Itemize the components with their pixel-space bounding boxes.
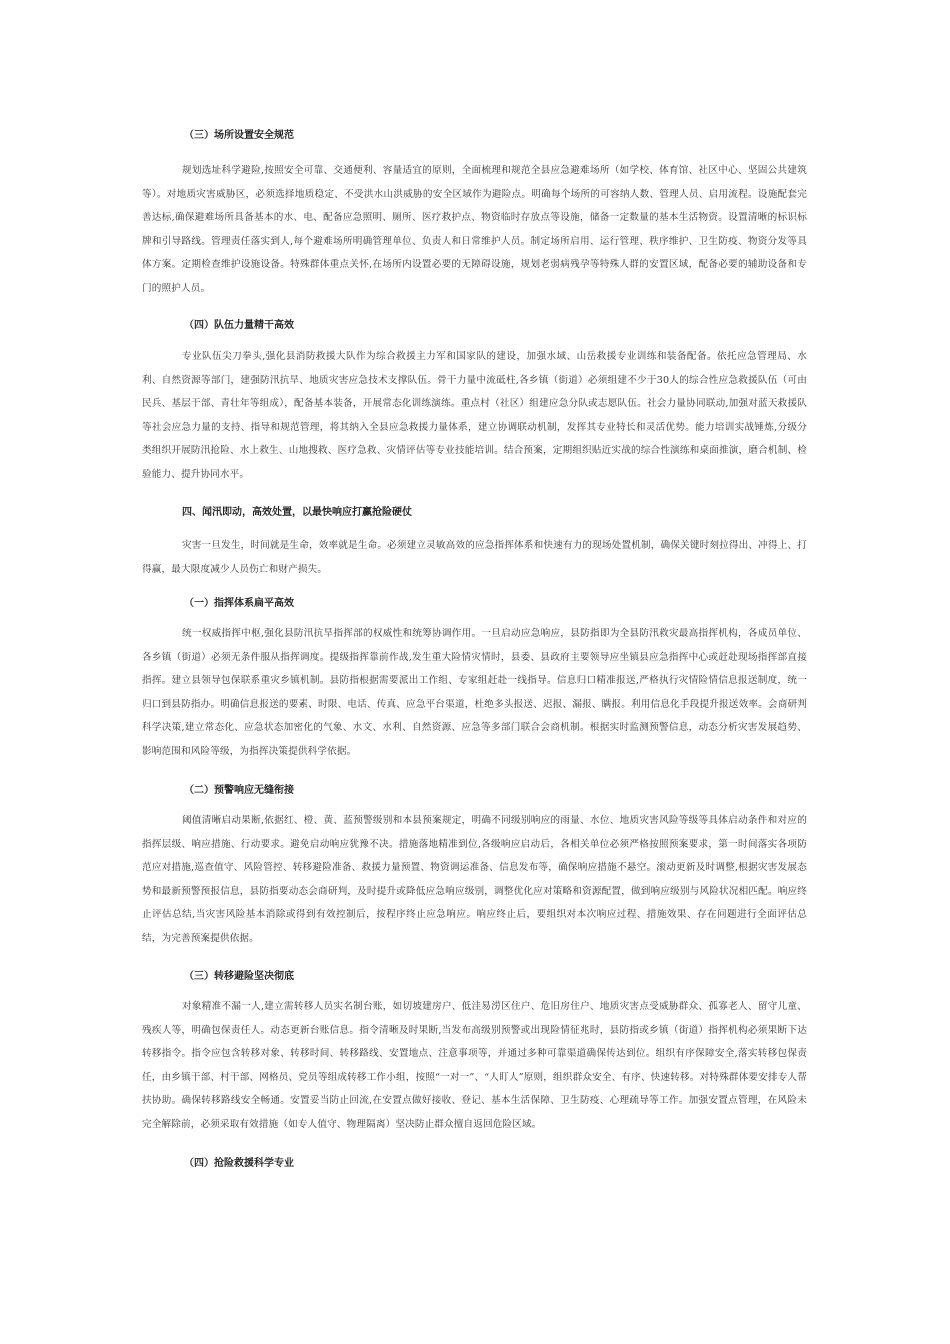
paragraph: 专业队伍尖刀拳头,强化县消防救援大队作为综合救援主力军和国家队的建设，加强水域、山岳救援专业训练和装备配备。依托应急管理局、水利、自然资源等部门，建强防汛抗旱、地质灾害应急技术支撑队伍。骨干力量中流砥柱,各乡镇（街道）必须组建不少于30人的综合性应急救援队伍（可由民兵、基层干部、青壮年等组成），配备基本装备，开展常态化训练演练。重点村（社区）组建应急分队或志愿队伍。社会力量协同联动,加强对蓝天救援队等社会应急力量的支持、指导和规范管理，将其纳入全县应急救援力量体系，建立协调联动机制，发挥其专业特长和灵活优势。能力培训实战锤炼,分级分类组织开展防汛抢险、水上救生、山地搜救、医疗急救、灾情评估等专业技能培训。结合预案，定期组织贴近实战的综合性演练和桌面推演，磨合机制、检验能力、提升协同水平。	[142, 351, 807, 480]
section-heading: （四）队伍力量精干高效	[184, 320, 294, 331]
section-heading: （四）抢险救援科学专业	[184, 1158, 294, 1169]
paragraph: 规划选址科学避险,按照安全可靠、交通便利、容量适宜的原则，全面梳理和规范全县应急避难场所（如学校、体育馆、社区中心、坚固公共建筑等）。对地质灾害威胁区，必须选择地质稳定、不受洪水山洪威胁的安全区域作为避险点。明确每个场所的可容纳人数、管理人员、启用流程。设施配套完善达标,确保避难场所具备基本的水、电、配备应急照明、厕所、医疗救护点、物资临时存放点等设施，储备一定数量的基本生活物资。设置清晰的标识标牌和引导路线。管理责任落实到人,每个避难场所明确管理单位、负责人和日常维护人员。制定场所启用、运行管理、秩序维护、卫生防疫、物资分发等具体方案。定期检查维护设施设备。特殊群体重点关怀,在场所内设置必要的无障碍设施，规划老弱病残孕等特殊人群的安置区域，配备必要的辅助设备和专门的照护人员。	[142, 165, 807, 294]
paragraph: 对象精准不漏一人,建立需转移人员实名制台账，如切坡建房户、低洼易涝区住户、危旧房住户、地质灾害点受威胁群众、孤寡老人、留守儿童、残疾人等，明确包保责任人。动态更新台账信息。指令清晰及时果断,当发布高级别预警或出现险情征兆时，县防指或乡镇（街道）指挥机构必须果断下达转移指令。指令应包含转移对象、转移时间、转移路线、安置地点、注意事项等，并通过多种可靠渠道确保传达到位。组织有序保障安全,落实转移包保责任，由乡镇干部、村干部、网格员、党员等组成转移工作小组，按照“一对一”、“人盯人”原则，组织群众安全、有序、快速转移。对特殊群体要安排专人帮扶协助。确保转移路线安全畅通。安置妥当防止回流,在安置点做好接收、登记、基本生活保障、卫生防疫、心理疏导等工作。加强安置点管理，在风险未完全解除前，必须采取有效措施（如专人值守、物理隔离）坚决防止群众擅自返回危险区域。	[142, 1001, 807, 1130]
section-heading: （二）预警响应无缝衔接	[184, 785, 294, 796]
paragraph: 灾害一旦发生，时间就是生命，效率就是生命。必须建立灵敏高效的应急指挥体系和快速有力的现场处置机制，确保关键时刻拉得出、冲得上、打得赢，最大限度减少人员伤亡和财产损失。	[142, 540, 807, 575]
section-heading: （三）转移避险坚决彻底	[184, 971, 294, 982]
paragraph: 阈值清晰启动果断,依据红、橙、黄、蓝预警级别和本县预案规定，明确不同级别响应的雨量、水位、地质灾害风险等级等具体启动条件和对应的指挥层级、响应措施、行动要求。避免启动响应犹豫不决。措施落地精准到位,各级响应启动后，各相关单位必须严格按照预案要求，第一时间落实各项防范应对措施,巡查值守、风险管控、转移避险准备、救援力量预置、物资调运准备、信息发布等，确保响应措施不悬空。滚动更新及时调整,根据灾害发展态势和最新预警预报信息，县防指要动态会商研判，及时提升或降低应急响应级别，调整优化应对策略和资源配置，做到响应级别与风险状况相匹配。响应终止评估总结,当灾害风险基本消除或得到有效控制后，按程序终止应急响应。响应终止后，要组织对本次响应过程、措施效果、存在问题进行全面评估总结，为完善预案提供依据。	[142, 815, 807, 944]
section-heading: （三）场所设置安全规范	[184, 130, 294, 141]
paragraph: 统一权威指挥中枢,强化县防汛抗旱指挥部的权威性和统筹协调作用。一旦启动应急响应，县防指即为全县防汛救灾最高指挥机构，各成员单位、各乡镇（街道）必须无条件服从指挥调度。提级指挥靠前作战,发生重大险情灾情时，县委、县政府主要领导应坐镇县应急指挥中心或赶赴现场指挥部直接指挥。建立县领导包保联系重灾乡镇机制。县防指根据需要派出工作组、专家组赶赴一线指导。信息归口精准报送,严格执行灾情险情信息报送制度，统一归口到县防指办。明确信息报送的要素、时限、电话、传真、应急平台渠道，杜绝多头报送、迟报、漏报、瞒报。利用信息化手段提升报送效率。会商研判科学决策,建立常态化、应急状态加密化的气象、水文、水利、自然资源、应急等多部门联合会商机制。根据实时监测预警信息，动态分析灾害发展趋势、影响范围和风险等级，为指挥决策提供科学依据。	[142, 628, 807, 757]
section-heading: （一）指挥体系扁平高效	[184, 598, 294, 609]
chapter-heading: 四、闻汛即动，高效处置，以最快响应打赢抢险硬仗	[182, 507, 412, 518]
